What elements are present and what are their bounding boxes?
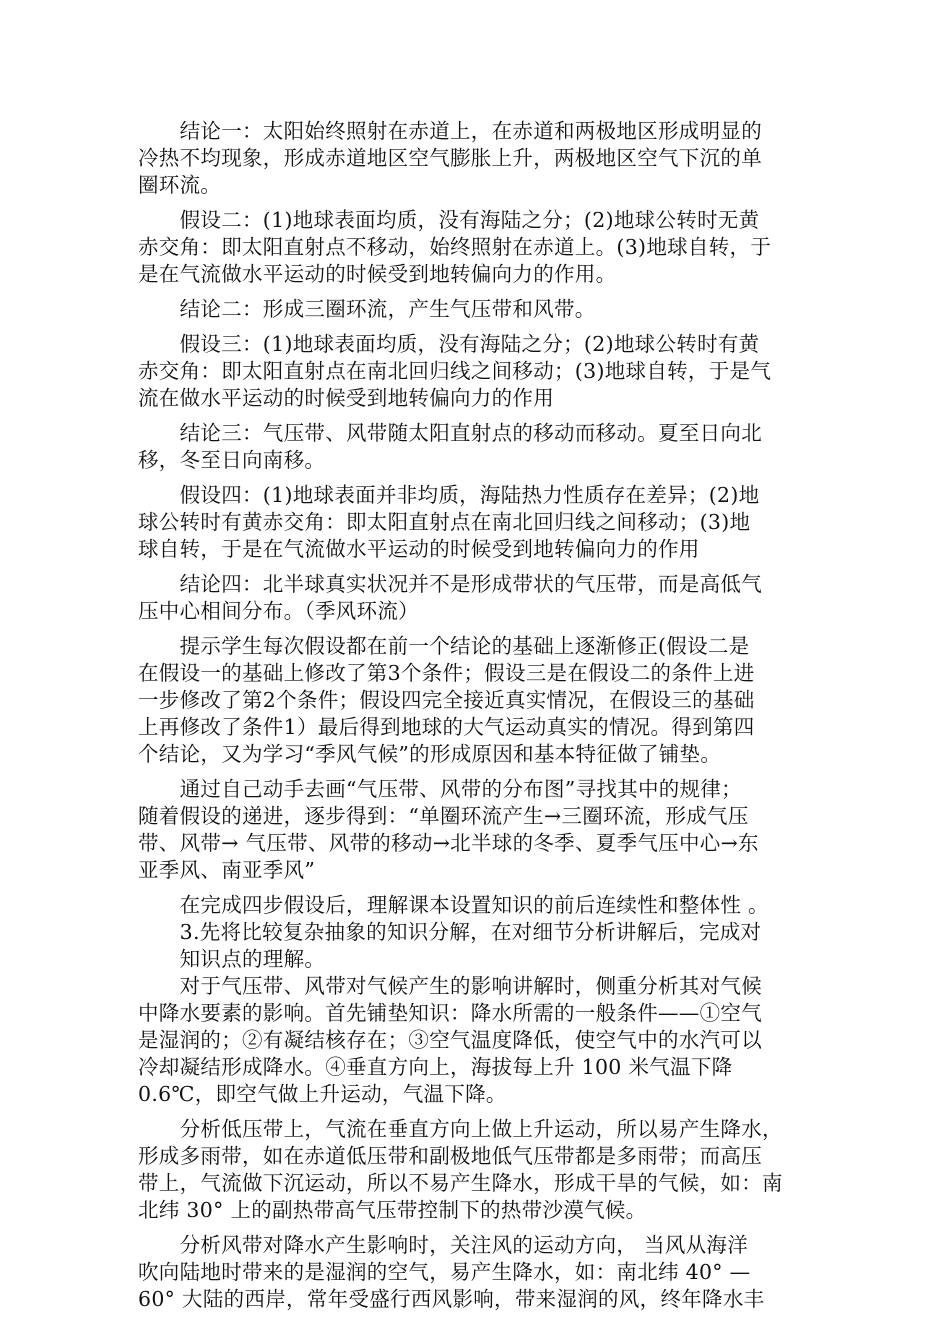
text-line: 通过自己动手去画“气压带、风带的分布图”寻找其中的规律；	[138, 777, 742, 801]
text-line: 对于气压带、风带对气候产生的影响讲解时，侧重分析其对气候	[138, 974, 762, 998]
text-line: 分析风带对降水产生影响时，关注风的运动方向， 当风从海洋	[138, 1233, 749, 1257]
text-line: 压中心相间分布。（季风环流）	[138, 599, 419, 623]
text-line: 假设二：(1)地球表面均质，没有海陆之分；(2)地球公转时无黄	[138, 208, 760, 232]
text-line: 中降水要素的影响。首先铺垫知识：降水所需的一般条件——①空气	[138, 1001, 762, 1025]
text-line: 一步修改了第2个条件；假设四完全接近真实情况，在假设三的基础	[138, 688, 755, 712]
text-line: 3.先将比较复杂抽象的知识分解，在对细节分析讲解后，完成对	[138, 920, 762, 944]
paragraph	[138, 296, 810, 323]
text-line: 移，冬至日向南移。	[138, 448, 326, 472]
paragraph	[138, 482, 810, 563]
text-line: 在假设一的基础上修改了第3个条件；假设三是在假设二的条件上进	[138, 661, 755, 685]
text-line: 球公转时有黄赤交角：即太阳直射点在南北回归线之间移动；(3)地	[138, 510, 751, 534]
text-line: 带、风带→ 气压带、风带的移动→北半球的冬季、夏季气压中心→东	[138, 831, 759, 855]
text-line: 0.6℃，即空气做上升运动，气温下降。	[138, 1082, 507, 1106]
paragraph	[138, 892, 810, 973]
text-line: 赤交角：即太阳直射点不移动，始终照射在赤道上。(3)地球自转，于	[138, 235, 772, 259]
text-line: 是在气流做水平运动的时候受到地转偏向力的作用。	[138, 262, 617, 286]
text-line: 冷热不均现象，形成赤道地区空气膨胀上升，两极地区空气下沉的单	[138, 146, 762, 170]
text-line: 结论二：形成三圈环流，产生气压带和风带。	[138, 297, 596, 321]
text-line: 60° 大陆的西岸，常年受盛行西风影响，带来湿润的风，终年降水丰	[138, 1287, 765, 1311]
text-line: 假设四：(1)地球表面并非均质，海陆热力性质存在差异；(2)地	[138, 483, 760, 507]
paragraph	[138, 571, 810, 625]
paragraph	[138, 331, 810, 412]
text-line: 结论一：太阳始终照射在赤道上，在赤道和两极地区形成明显的	[138, 119, 762, 143]
paragraph	[138, 776, 810, 884]
text-line: 在完成四步假设后，理解课本设置知识的前后连续性和整体性 。	[138, 893, 769, 917]
paragraph	[138, 118, 810, 199]
text-line: 知识点的理解。	[138, 947, 326, 971]
paragraph	[138, 1116, 810, 1224]
paragraph	[138, 633, 810, 768]
text-line: 圈环流。	[138, 173, 222, 197]
text-line: 假设三：(1)地球表面均质，没有海陆之分；(2)地球公转时有黄	[138, 332, 760, 356]
text-line: 提示学生每次假设都在前一个结论的基础上逐渐修正(假设二是	[138, 634, 750, 658]
paragraph	[138, 973, 810, 1108]
text-line: 球自转，于是在气流做水平运动的时候受到地转偏向力的作用	[138, 537, 700, 561]
text-line: 分析低压带上，气流在垂直方向上做上升运动，所以易产生降水，	[138, 1117, 783, 1141]
text-line: 形成多雨带，如在赤道低压带和副极地低气压带都是多雨带；而高压	[138, 1144, 762, 1168]
paragraph	[138, 420, 810, 474]
text-line: 赤交角：即太阳直射点在南北回归线之间移动；(3)地球自转，于是气	[138, 359, 772, 383]
text-line: 随着假设的递进，逐步得到：“单圈环流产生→三圈环流，形成气压	[138, 804, 749, 828]
paragraph	[138, 1232, 810, 1313]
document-body	[138, 118, 810, 1321]
text-line: 带上，气流做下沉运动，所以不易产生降水，形成干旱的气候，如：南	[138, 1171, 783, 1195]
text-line: 结论四：北半球真实状况并不是形成带状的气压带，而是高低气	[138, 572, 762, 596]
text-line: 流在做水平运动的时候受到地转偏向力的作用	[138, 386, 554, 410]
text-line: 结论三：气压带、风带随太阳直射点的移动而移动。夏至日向北	[138, 421, 762, 445]
text-line: 冷却凝结形成降水。④垂直方向上，海拔每上升 100 米气温下降	[138, 1055, 733, 1079]
text-line: 上再修改了条件1）最后得到地球的大气运动真实的情况。得到第四	[138, 715, 755, 739]
text-line: 北纬 30° 上的副热带高气压带控制下的热带沙漠气候。	[138, 1198, 647, 1222]
text-line: 亚季风、南亚季风”	[138, 858, 316, 882]
text-line: 个结论，又为学习“季风气候”的形成原因和基本特征做了铺垫。	[138, 742, 722, 766]
paragraph	[138, 207, 810, 288]
text-line: 吹向陆地时带来的是湿润的空气，易产生降水，如：南北纬 40° —	[138, 1260, 751, 1284]
text-line: 是湿润的；②有凝结核存在；③空气温度降低，使空气中的水汽可以	[138, 1028, 762, 1052]
